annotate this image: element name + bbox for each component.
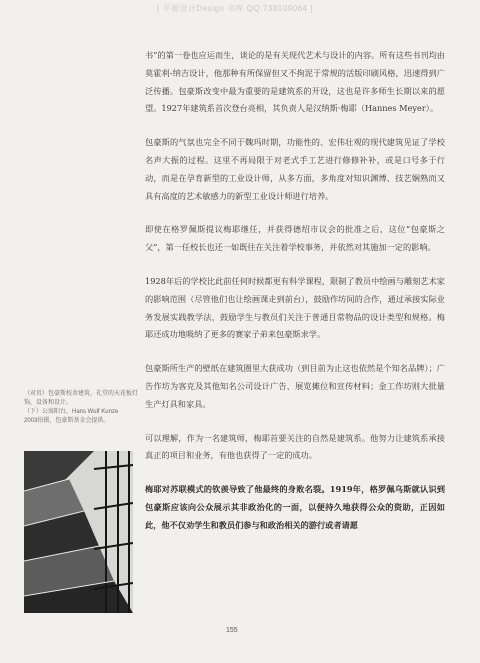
paragraph-2: 包豪斯的气氛也完全不同于魏玛时期，功能性的、宏伟壮观的现代建筑见证了学校名声大振的过程。这里不再局限于对老式手工艺进行修修补补，或是口号多于行动，而是在孕育新型的工业设计师，从多方面，多角度对知识渊博、技艺娴熟而又具有高度的艺术敏感力的新型工业设计师进行培养。 (145, 137, 445, 201)
balcony-photo-graphic (24, 451, 133, 613)
main-text-column (145, 47, 445, 551)
watermark-header: [ 平面设计Design 书库 QQ:738109064 ] (157, 4, 313, 13)
paragraph-3: 即使在格罗佩斯提议梅耶继任，并获得德绍市议会的批准之后，这位“包豪斯之父”，第一任校长也还一如既往在关注着学校事务，并依然对其施加一定的影响。 (145, 224, 445, 253)
balcony-photo (24, 451, 133, 613)
paragraph-5: 包豪斯所生产的壁纸在建筑圈里大获成功（到目前为止这也依然是个知名品牌）；广告作坊为客克及其他知名公司设计广告、展览摊位和宣传材料；金工作坊则大批量生产灯具和家具。 (145, 363, 445, 409)
caption-line-3: 2003拍摄，包豪斯基金会提供。 (24, 418, 110, 424)
caption-line-2: （下）公寓阳台，Hans Wulf Kunze (24, 409, 119, 415)
paragraph-7: 梅耶对苏联模式的钦羡导致了他最终的身败名裂。1919年，格罗佩乌斯就认识到包豪斯应该向公众展示其非政治化的一面，以便持久地获得公众的资助，正因如此，他不仅劝学生和教员们参与和政治相关的游行或者请愿 (145, 484, 445, 530)
photo-caption (24, 390, 144, 426)
paragraph-4: 1928年后的学校比此前任何时候都更有科学课程，限制了教员中绘画与雕刻艺术家的影响范围（尽管他们也让绘画课走到前台），鼓励作坊间的合作，通过承接实际业务发展实践教学法，鼓励学生与教员们关注于普通目常物品的设计类型和规格。梅耶还成功地吸纳了更多的赛家子弟来包豪斯求学。 (145, 275, 445, 340)
caption-line-1: （对页）包豪斯校舍建筑，礼堂的天花板灯饰，设备和设计。 (24, 391, 139, 406)
paragraph-1: 书”的第一卷也应运而生，谈论的是有关现代艺术与设计的内容。所有这些书刊均由莫霍利-纳吉设计，他那种有所保留但又不拘泥于常规的活版印刷风格，迅速得到广泛传播。包豪斯改变中最为重要的是建筑系的开设，这也是许多师生长期以来的愿望。1927年建筑系首次登台亮相，其负责人是汉纳斯·梅耶（Hannes Meyer）。 (145, 50, 445, 114)
paragraph-6: 可以理解，作为一名建筑师，梅耶首要关注的自然是建筑系。他努力让建筑系承接真正的项目和业务，有他也获得了一定的成功。 (145, 432, 445, 461)
page-number: 155 (226, 627, 238, 634)
